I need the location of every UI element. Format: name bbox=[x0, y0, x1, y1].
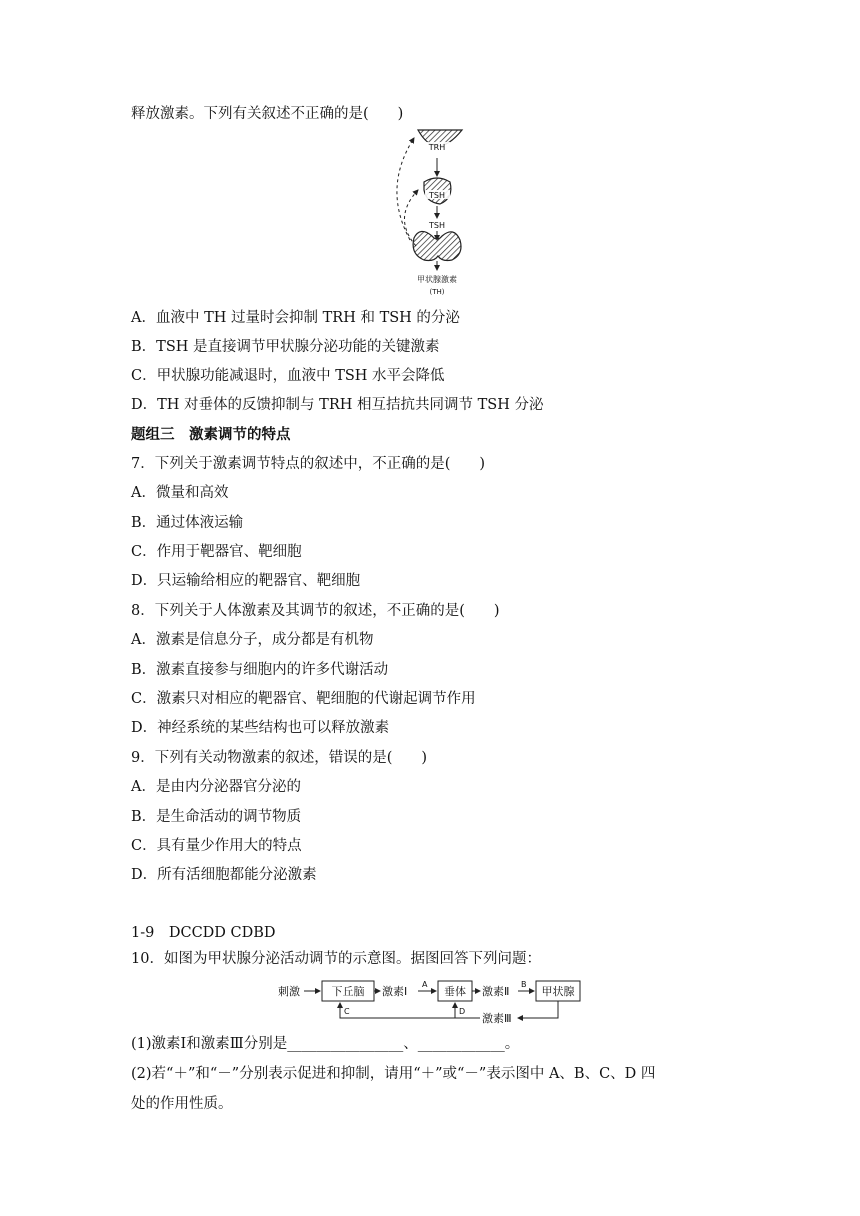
question6-intro: 释放激素。下列有关叙述不正确的是( ) bbox=[131, 106, 404, 122]
q7-stem: 7．下列关于激素调节特点的叙述中，不正确的是( ) bbox=[131, 456, 486, 472]
figure-label-thyroid-hormone: 甲状腺激素 bbox=[417, 275, 457, 284]
diagram-label-d: D bbox=[459, 1007, 466, 1016]
q9-option-b: B．是生命活动的调节物质 bbox=[131, 809, 302, 825]
diagram-pituitary: 垂体 bbox=[444, 985, 466, 998]
q9-option-c: C．具有量少作用大的特点 bbox=[131, 838, 302, 854]
figure-label-trh: TRH bbox=[428, 143, 446, 152]
figure-label-tsh: TSH bbox=[429, 221, 445, 230]
diagram-hormone2: 激素Ⅱ bbox=[482, 985, 510, 998]
q7-option-a: A．微量和高效 bbox=[131, 485, 229, 501]
q8-option-d: D．神经系统的某些结构也可以释放激素 bbox=[131, 720, 390, 736]
q9-option-d: D．所有活细胞都能分泌激素 bbox=[131, 867, 317, 883]
diagram-hypothalamus: 下丘脑 bbox=[331, 985, 365, 998]
thyroid-axis-figure bbox=[380, 128, 490, 300]
q7-option-d: D．只运输给相应的靶器官、靶细胞 bbox=[131, 573, 361, 589]
q8-option-a: A．激素是信息分子，成分都是有机物 bbox=[131, 632, 374, 648]
q10-sub2-line2: 处的作用性质。 bbox=[131, 1096, 233, 1112]
diagram-label-b: B bbox=[521, 980, 527, 989]
figure-label-th: (TH) bbox=[429, 288, 445, 296]
q7-option-b: B．通过体液运输 bbox=[131, 515, 244, 531]
answer-key: 1-9 DCCDD CDBD bbox=[131, 925, 276, 941]
regulation-flow-diagram bbox=[276, 978, 582, 1028]
q10-stem: 10．如图为甲状腺分泌活动调节的示意图。据图回答下列问题： bbox=[131, 951, 541, 967]
diagram-hormone3: 激素Ⅲ bbox=[482, 1012, 512, 1025]
q6-option-b: B．TSH 是直接调节甲状腺分泌功能的关键激素 bbox=[131, 339, 440, 355]
q9-option-a: A．是由内分泌器官分泌的 bbox=[131, 779, 301, 795]
section-heading: 题组三 激素调节的特点 bbox=[131, 427, 291, 443]
q8-option-c: C．激素只对相应的靶器官、靶细胞的代谢起调节作用 bbox=[131, 691, 476, 707]
diagram-thyroid: 甲状腺 bbox=[541, 985, 575, 998]
q10-sub2-line1: (2)若“＋”和“－”分别表示促进和抑制，请用“＋”或“－”表示图中 A、B、C、D 四 bbox=[131, 1066, 656, 1082]
q7-option-c: C．作用于靶器官、靶细胞 bbox=[131, 544, 302, 560]
q8-option-b: B．激素直接参与细胞内的许多代谢活动 bbox=[131, 662, 389, 678]
q6-option-d: D．TH 对垂体的反馈抑制与 TRH 相互拮抗共同调节 TSH 分泌 bbox=[131, 397, 544, 413]
figure-label-tsh-pituitary: TSH bbox=[429, 191, 445, 200]
diagram-stimulus: 刺激 bbox=[278, 985, 300, 998]
q10-sub1: (1)激素Ⅰ和激素Ⅲ分别是________________、____________。 bbox=[131, 1036, 520, 1052]
q8-stem: 8．下列关于人体激素及其调节的叙述，不正确的是( ) bbox=[131, 603, 500, 619]
diagram-hormone1: 激素Ⅰ bbox=[382, 985, 408, 998]
diagram-label-c: C bbox=[344, 1007, 350, 1016]
q6-option-c: C．甲状腺功能减退时，血液中 TSH 水平会降低 bbox=[131, 368, 445, 384]
q6-option-a: A．血液中 TH 过量时会抑制 TRH 和 TSH 的分泌 bbox=[131, 310, 460, 326]
q9-stem: 9．下列有关动物激素的叙述，错误的是( ) bbox=[131, 750, 428, 766]
diagram-label-a: A bbox=[422, 980, 428, 989]
